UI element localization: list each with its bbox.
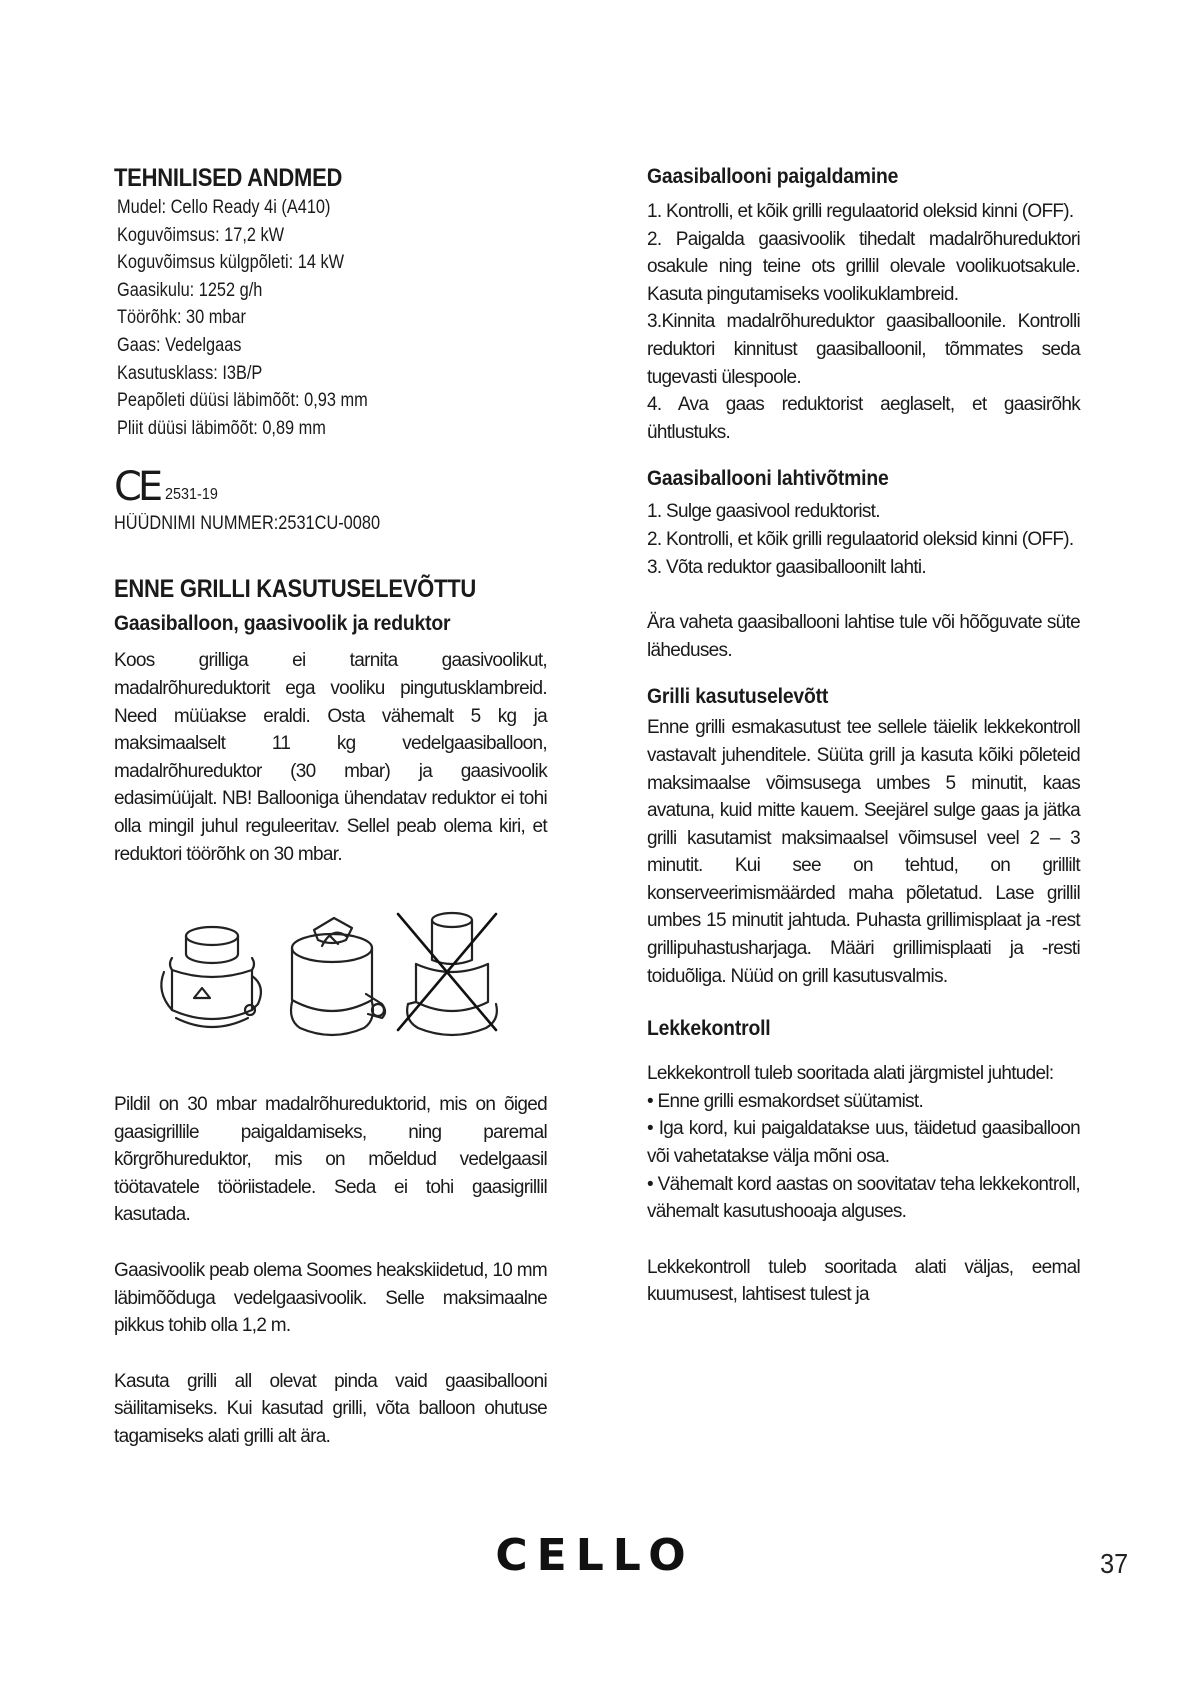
prohibited-cross-icon bbox=[398, 914, 496, 1030]
low-pressure-regulator-icon bbox=[291, 918, 385, 1035]
install-step: 4. Ava gaas reduktorist aeglaselt, et gaasirõhk ühtlustuks. bbox=[647, 394, 1080, 443]
first-use-paragraph: Enne grilli esmakasutust tee sellele täielik lekkekontroll vastavalt juhenditele. Süüta grill ja kasuta kõiki põleteid maksimaalse võimsusega umbes 5 minutit, kaas avatuna, kuid mitte kauem. Seejärel sulge gaas ja jätka grilli kasutamist maksimaalsel võimsusel veel 2 – 3 minutit. Kui see on tehtud, on grillilt konserveerimismäärded maha põletatud. Lase grillil umbes 15 minutit jahtuda. Puhasta grillimisplaat ja -rest grillipuhastusharjaga. Määri grillimisplaati ja -resti toiduõliga. Nüüd on grill kasutusvalmis. bbox=[647, 717, 1080, 987]
install-step: 3.Kinnita madalrõhureduktor gaasiballoonile. Kontrolli reduktori kinnitust gaasiballoonil, tõmmates seda tugevasti ülespoole. bbox=[647, 311, 1080, 388]
regulator-illustration bbox=[154, 906, 504, 1066]
regulator-caption-paragraph: Pildil on 30 mbar madalrõhureduktorid, mis on õiged gaasigrillile paigaldamiseks, ning paremal kõrgrõhureduktor, mis on mõeldud vedelgaasil töötavatele tööriistadele. Seda ei tohi gaasigrillil kasutada. bbox=[114, 1094, 547, 1226]
detach-warning: Ära vaheta gaasiballooni lahtise tule või hõõguvate süte läheduses. bbox=[647, 612, 1080, 661]
detach-step: 2. Kontrolli, et kõik grilli regulaatorid oleksid kinni (OFF). bbox=[647, 528, 1074, 550]
install-cylinder-heading: Gaasiballooni paigaldamine bbox=[647, 164, 899, 188]
leak-check-outro: Lekkekontroll tuleb sooritada alati väljas, eemal kuumusest, lahtisest tulest ja bbox=[647, 1256, 1080, 1306]
ce-mark-logo: CE bbox=[114, 464, 160, 511]
spec-item: Koguvõimsus külgpõleti: 14 kW bbox=[117, 252, 345, 274]
ce-number: 2531-19 bbox=[165, 486, 219, 504]
cylinder-storage-paragraph: Kasuta grilli all olevat pinda vaid gaasiballooni säilitamiseks. Kui kasutad grilli, võta balloon ohutuse tagamiseks alati grilli alt ära. bbox=[114, 1370, 547, 1448]
notified-body-number: HÜÜDNIMI NUMMER:2531CU-0080 bbox=[114, 513, 381, 535]
spec-item: Gaas: Vedelgaas bbox=[117, 334, 242, 356]
spec-item: Mudel: Cello Ready 4i (A410) bbox=[117, 197, 331, 218]
spec-item: Peapõleti düüsi läbimõõt: 0,93 mm bbox=[117, 390, 368, 412]
leak-check-item: • Vähemalt kord aastas on soovitatav teha lekkekontroll, vähemalt kasutushooaja alguses. bbox=[647, 1173, 1080, 1223]
hose-requirement-paragraph: Gaasivoolik peab olema Soomes heakskiidetud, 10 mm läbimõõduga vedelgaasivoolik. Selle maksimaalne pikkus tohib olla 1,2 m. bbox=[114, 1260, 547, 1337]
right-column bbox=[647, 162, 1080, 1309]
leak-check-item: • Enne grilli esmakordset süütamist. bbox=[647, 1090, 924, 1112]
spec-item: Töörõhk: 30 mbar bbox=[117, 307, 246, 329]
ce-marking bbox=[114, 464, 547, 511]
left-column bbox=[114, 162, 547, 1451]
leak-check-item: • Iga kord, kui paigaldatakse uus, täidetud gaasiballoon või vahetatakse välja mõni osa. bbox=[647, 1118, 1080, 1168]
spec-item: Koguvõimsus: 17,2 kW bbox=[117, 224, 285, 246]
install-step: 2. Paigalda gaasivoolik tihedalt madalrõhureduktori osakule ning teine ots grillil olevale voolikuotsakule. Kasuta pingutamiseks voolikuklambreid. bbox=[647, 228, 1080, 305]
spec-item: Kasutusklass: I3B/P bbox=[117, 362, 263, 384]
install-step: 1. Kontrolli, et kõik grilli regulaatorid oleksid kinni (OFF). bbox=[647, 201, 1074, 222]
detach-cylinder-heading: Gaasiballooni lahtivõtmine bbox=[647, 466, 889, 491]
gas-equipment-paragraph: Koos grilliga ei tarnita gaasivoolikut, madalrõhureduktorit ega vooliku pingutusklambreid. Need müüakse eraldi. Osta vähemalt 5 kg ja maksimaalselt 11 kg vedelgaasiballoon, madalrõhureduktor (30 mbar) ja gaasivoolik edasimüüjalt. NB! Ballooniga ühendatav reduktor ei tohi olla mingil juhul reguleeritav. Sellel peab olema kiri, et reduktori töörõhk on 30 mbar. bbox=[114, 650, 547, 865]
gas-equipment-subheading: Gaasiballoon, gaasivoolik ja reduktor bbox=[114, 611, 451, 636]
leak-check-list bbox=[647, 1088, 1080, 1226]
page-number: 37 bbox=[1099, 1548, 1128, 1579]
detach-step: 1. Sulge gaasivool reduktorist. bbox=[647, 501, 880, 523]
before-use-heading: ENNE GRILLI KASUTUSELEVÕTTU bbox=[114, 575, 476, 604]
leak-check-heading: Lekkekontroll bbox=[647, 1016, 771, 1041]
low-pressure-regulator-icon bbox=[161, 927, 261, 1027]
spec-list bbox=[114, 194, 547, 442]
spec-item: Pliit düüsi läbimõõt: 0,89 mm bbox=[117, 417, 326, 439]
brand-logo: CELLO bbox=[495, 1530, 695, 1581]
tech-data-heading: TEHNILISED ANDMED bbox=[114, 164, 343, 192]
detach-step: 3. Võta reduktor gaasiballoonilt lahti. bbox=[647, 556, 927, 578]
leak-check-intro: Lekkekontroll tuleb sooritada alati järgmistel juhtudel: bbox=[647, 1063, 1054, 1085]
first-use-heading: Grilli kasutuselevõtt bbox=[647, 684, 829, 709]
spec-item: Gaasikulu: 1252 g/h bbox=[117, 279, 263, 301]
